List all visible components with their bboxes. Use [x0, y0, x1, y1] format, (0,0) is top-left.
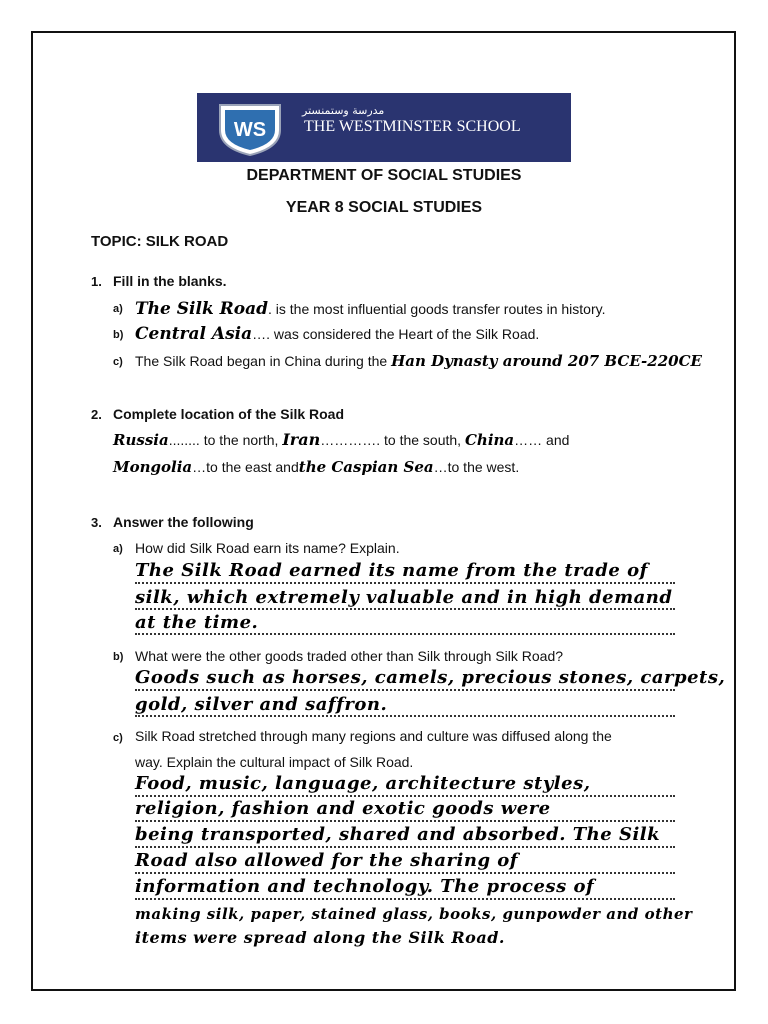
- q2-east-answer-2: Mongolia: [113, 458, 193, 476]
- q2-west-text: …to the west.: [433, 459, 520, 475]
- q3c-question-line-2: way. Explain the cultural impact of Silk Road.: [135, 754, 414, 770]
- q3c-answer-line-5: information and technology. The process of: [135, 876, 595, 897]
- q2-north-answer: Russia: [113, 431, 169, 449]
- question-3-number: 3.: [91, 515, 102, 530]
- q3a-answer-rule-3: [135, 633, 675, 635]
- question-1-title: Fill in the blanks.: [113, 273, 227, 289]
- q3b-answer-line-2: gold, silver and saffron.: [135, 694, 388, 715]
- q1b-line: [135, 324, 539, 344]
- q3c-answer-line-3: being transported, shared and absorbed. The Silk: [135, 824, 661, 845]
- q3c-answer-line-4: Road also allowed for the sharing of: [135, 850, 519, 871]
- q3c-question-line-1: Silk Road stretched through many regions and culture was diffused along the: [135, 728, 612, 744]
- q3b-question: What were the other goods traded other than Silk through Silk Road?: [135, 648, 564, 664]
- q3c-answer-rule-4: [135, 872, 675, 874]
- q1c-label: c): [113, 356, 123, 368]
- question-2-number: 2.: [91, 407, 102, 422]
- q3c-answer-rule-1: [135, 795, 675, 797]
- q3b-label: b): [113, 651, 124, 663]
- q3a-label: a): [113, 543, 123, 555]
- q3c-answer-rule-3: [135, 846, 675, 848]
- q2-line-1: [113, 430, 569, 449]
- school-name-arabic: مدرسة وستمنستر: [302, 104, 385, 117]
- q1c-line: [135, 352, 702, 370]
- q3b-answer-rule-1: [135, 689, 675, 691]
- q2-south-answer: Iran: [282, 430, 321, 449]
- q2-east-text: …to the east and: [192, 459, 299, 475]
- q3a-answer-line-3: at the time.: [135, 612, 259, 633]
- q3b-answer-line-1: Goods such as horses, camels, precious stones, carpets,: [135, 667, 726, 688]
- q1a-line: [135, 299, 605, 319]
- q3c-answer-rule-2: [135, 820, 675, 822]
- q1b-text: …. was considered the Heart of the Silk Road.: [252, 326, 540, 342]
- question-3-title: Answer the following: [113, 514, 254, 530]
- q1a-answer: The Silk Road: [135, 299, 269, 319]
- q3c-answer-line-1: Food, music, language, architecture styles,: [135, 773, 591, 794]
- school-banner: [197, 93, 571, 162]
- q1c-text: The Silk Road began in China during the: [135, 353, 388, 369]
- question-1-number: 1.: [91, 274, 102, 289]
- svg-text:WS: WS: [233, 119, 267, 141]
- q2-line-2: [113, 458, 519, 476]
- question-2-title: Complete location of the Silk Road: [113, 406, 345, 422]
- q2-east-answer-1: China: [464, 431, 515, 449]
- year-heading: YEAR 8 SOCIAL STUDIES: [285, 199, 483, 216]
- school-name: THE WESTMINSTER SCHOOL: [304, 118, 521, 135]
- q2-west-answer: the Caspian Sea: [298, 458, 434, 476]
- q2-south-text: …………. to the south,: [320, 432, 462, 448]
- school-crest-icon: [217, 102, 283, 156]
- q2-north-text: ........ to the north,: [168, 432, 279, 448]
- q3a-answer-rule-2: [135, 608, 675, 610]
- topic-heading: TOPIC: SILK ROAD: [91, 233, 229, 250]
- q1a-text: . is the most influential goods transfer routes in history.: [268, 301, 606, 317]
- q1b-answer: Central Asia: [135, 324, 253, 344]
- q2-and-text: …… and: [514, 432, 570, 448]
- q3c-answer-rule-5: [135, 898, 675, 900]
- q3c-answer-line-7: items were spread along the Silk Road.: [135, 928, 505, 947]
- q1c-answer: Han Dynasty around 207 BCE-220CE: [391, 352, 702, 370]
- q1b-label: b): [113, 329, 124, 341]
- q3a-answer-line-2: silk, which extremely valuable and in high demand: [135, 587, 673, 608]
- q3c-answer-line-6: making silk, paper, stained glass, books, gunpowder and other: [135, 905, 693, 923]
- department-heading: DEPARTMENT OF SOCIAL STUDIES: [246, 167, 522, 184]
- q3c-label: c): [113, 732, 123, 744]
- q3a-answer-rule-1: [135, 582, 675, 584]
- q3a-answer-line-1: The Silk Road earned its name from the trade of: [135, 560, 648, 581]
- q1a-label: a): [113, 303, 123, 315]
- q3c-answer-line-2: religion, fashion and exotic goods were: [135, 798, 551, 819]
- q3a-question: How did Silk Road earn its name? Explain.: [135, 540, 400, 556]
- q3b-answer-rule-2: [135, 715, 675, 717]
